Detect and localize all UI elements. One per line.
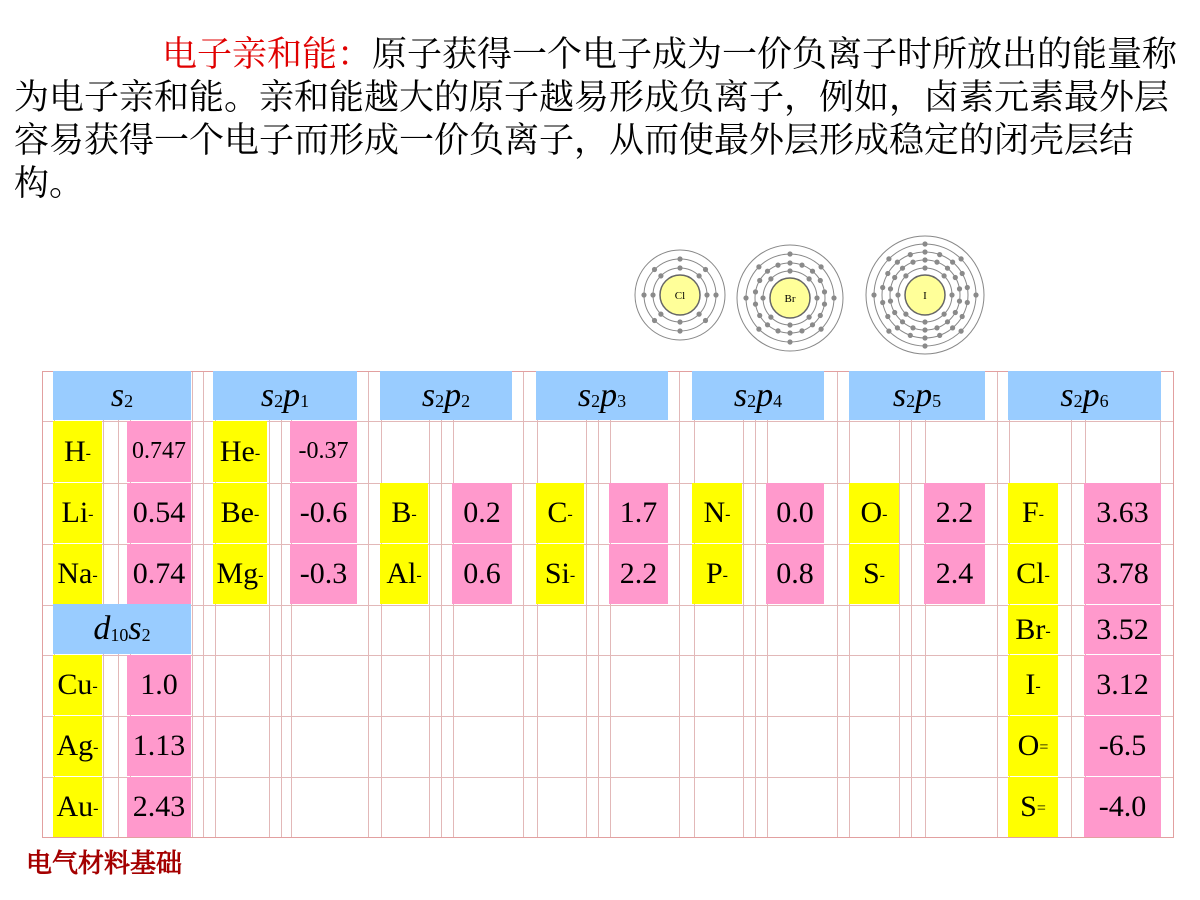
electron-dot <box>895 292 900 297</box>
atom-symbol: Br <box>784 293 796 305</box>
ion-cell: Al - <box>380 544 428 604</box>
electron-dot <box>787 322 792 327</box>
electron-dot <box>973 292 978 297</box>
electron-dot <box>756 327 761 332</box>
electron-dot <box>922 257 927 262</box>
electron-dot <box>922 265 927 270</box>
electron-dot <box>677 256 682 261</box>
footer-course-title: 电气材料基础 <box>26 849 183 879</box>
electron-dot <box>713 292 718 297</box>
value-cell: 3.63 <box>1084 483 1161 543</box>
electron-dot <box>965 300 970 305</box>
electron-dot <box>765 269 770 274</box>
electron-dot <box>677 328 682 333</box>
electron-dot <box>900 319 905 324</box>
electron-dot <box>775 263 780 268</box>
electron-dot <box>942 312 947 317</box>
electron-dot <box>822 289 827 294</box>
electron-dot <box>922 319 927 324</box>
ion-cell: Mg - <box>213 544 267 604</box>
electron-dot <box>831 295 836 300</box>
electron-dot <box>934 325 939 330</box>
electron-dot <box>922 335 927 340</box>
electron-dot <box>953 310 958 315</box>
electron-dot <box>910 260 915 265</box>
electron-dot <box>697 273 702 278</box>
electron-dot <box>810 322 815 327</box>
value-cell: 2.2 <box>924 483 985 543</box>
electron-dot <box>892 275 897 280</box>
ion-cell: N - <box>692 483 742 543</box>
electron-dot <box>922 327 927 332</box>
ion-cell: P - <box>692 544 742 604</box>
value-cell: -0.6 <box>290 483 357 543</box>
electron-dot <box>810 269 815 274</box>
electron-dot <box>819 264 824 269</box>
value-cell: 0.747 <box>127 421 191 482</box>
ion-cell: Na - <box>53 544 102 604</box>
electron-dot <box>922 343 927 348</box>
header-d10s2: d $^{10}$ s $^2$ <box>53 604 191 654</box>
electron-dot <box>965 285 970 290</box>
electron-dot <box>959 256 964 261</box>
atom-shell-diagrams <box>625 228 1005 368</box>
electron-dot <box>895 260 900 265</box>
electron-dot <box>807 315 812 320</box>
header-s2p4: s $^2$ p $^4$ <box>692 371 824 420</box>
electron-dot <box>641 292 646 297</box>
electron-dot <box>886 256 891 261</box>
value-cell: 0.2 <box>452 483 512 543</box>
electron-dot <box>775 328 780 333</box>
electron-dot <box>937 252 942 257</box>
intro-paragraph <box>14 34 1194 206</box>
electron-dot <box>818 313 823 318</box>
electron-dot <box>787 251 792 256</box>
ion-cell: B - <box>380 483 428 543</box>
value-cell: -0.37 <box>290 421 357 482</box>
electron-dot <box>799 328 804 333</box>
value-cell: 3.12 <box>1084 655 1161 715</box>
electron-dot <box>757 278 762 283</box>
electron-dot <box>888 299 893 304</box>
ion-cell: S - <box>849 544 899 604</box>
electron-dot <box>960 314 965 319</box>
term-definition: 原子获得一个电子成为一价负离子时所放出的能量称为电子亲和能。亲和能越大的原子越易形成负离子，例如，卤素元素最外层容易获得一个电子而形成一价负离子，从而使最外层形成稳定的闭壳层结构。 <box>14 35 1178 204</box>
header-s2p1: s $^2$ p $^1$ <box>213 371 357 420</box>
electron-dot <box>765 322 770 327</box>
electron-dot <box>787 339 792 344</box>
electron-dot <box>922 241 927 246</box>
value-cell: -6.5 <box>1084 716 1161 776</box>
electron-dot <box>819 327 824 332</box>
ion-cell: Cu - <box>53 655 102 715</box>
electron-dot <box>908 333 913 338</box>
electron-dot <box>768 276 773 281</box>
electron-dot <box>652 267 657 272</box>
electron-dot <box>760 295 765 300</box>
value-cell: 3.78 <box>1084 544 1161 604</box>
electron-dot <box>885 271 890 276</box>
electron-dot <box>942 273 947 278</box>
electron-dot <box>787 260 792 265</box>
electron-dot <box>658 273 663 278</box>
value-cell: -0.3 <box>290 544 357 604</box>
electron-dot <box>910 325 915 330</box>
atom-symbol: Cl <box>674 290 686 302</box>
electron-dot <box>960 271 965 276</box>
electron-dot <box>880 300 885 305</box>
electron-dot <box>908 252 913 257</box>
electron-dot <box>787 268 792 273</box>
value-cell: 1.7 <box>609 483 668 543</box>
electron-dot <box>704 292 709 297</box>
ion-cell: Br - <box>1008 605 1058 654</box>
value-cell: 3.52 <box>1084 605 1161 654</box>
electron-dot <box>677 319 682 324</box>
electron-dot <box>885 314 890 319</box>
electron-dot <box>886 329 891 334</box>
ion-cell: H - <box>53 421 102 482</box>
electron-dot <box>922 249 927 254</box>
electron-dot <box>814 295 819 300</box>
value-cell: 1.13 <box>127 716 191 776</box>
value-cell: 2.43 <box>127 777 191 837</box>
electron-dot <box>743 295 748 300</box>
electron-dot <box>895 325 900 330</box>
value-cell: 0.6 <box>452 544 512 604</box>
ion-cell: Cl - <box>1008 544 1058 604</box>
electron-dot <box>753 289 758 294</box>
ion-cell: C - <box>536 483 584 543</box>
atom-cl <box>635 250 725 340</box>
atom-br <box>737 245 843 351</box>
electron-dot <box>768 315 773 320</box>
value-cell: 0.0 <box>766 483 824 543</box>
electron-dot <box>807 276 812 281</box>
ion-cell: O = <box>1008 716 1058 776</box>
ion-cell: Li - <box>53 483 102 543</box>
atom-symbol: I <box>923 290 927 302</box>
electron-dot <box>900 266 905 271</box>
electron-dot <box>949 292 954 297</box>
value-cell: 0.54 <box>127 483 191 543</box>
ion-cell: Au - <box>53 777 102 837</box>
electron-dot <box>652 318 657 323</box>
electron-dot <box>950 325 955 330</box>
value-cell: 1.0 <box>127 655 191 715</box>
electron-dot <box>953 275 958 280</box>
ion-cell: Si - <box>536 544 584 604</box>
electron-dot <box>934 260 939 265</box>
electron-dot <box>959 329 964 334</box>
value-cell: 2.4 <box>924 544 985 604</box>
atom-i <box>866 236 984 354</box>
ion-cell: Ag - <box>53 716 102 776</box>
electron-dot <box>677 265 682 270</box>
electron-dot <box>757 313 762 318</box>
value-cell: 2.2 <box>609 544 668 604</box>
electron-dot <box>957 299 962 304</box>
electron-dot <box>822 302 827 307</box>
electron-dot <box>787 330 792 335</box>
electron-dot <box>756 264 761 269</box>
value-cell: -4.0 <box>1084 777 1161 837</box>
electron-dot <box>880 285 885 290</box>
ion-cell: I - <box>1008 655 1058 715</box>
electron-dot <box>903 273 908 278</box>
term-title: 电子亲和能： <box>162 35 373 75</box>
header-s2p2: s $^2$ p $^2$ <box>380 371 512 420</box>
electron-dot <box>871 292 876 297</box>
electron-dot <box>945 266 950 271</box>
electron-dot <box>650 292 655 297</box>
ion-cell: F - <box>1008 483 1058 543</box>
ion-cell: Be - <box>213 483 267 543</box>
electron-dot <box>703 318 708 323</box>
value-cell: 0.74 <box>127 544 191 604</box>
electron-dot <box>753 302 758 307</box>
table-grid <box>42 371 1174 838</box>
electron-dot <box>703 267 708 272</box>
electron-dot <box>697 312 702 317</box>
electron-dot <box>945 319 950 324</box>
header-s2p3: s $^2$ p $^3$ <box>536 371 668 420</box>
header-s2p6: s $^2$ p $^6$ <box>1008 371 1161 420</box>
electron-dot <box>937 333 942 338</box>
electron-dot <box>799 263 804 268</box>
electron-dot <box>957 286 962 291</box>
electron-dot <box>892 310 897 315</box>
header-s2: s $^2$ <box>53 371 191 420</box>
electron-dot <box>888 286 893 291</box>
value-cell: 0.8 <box>766 544 824 604</box>
electron-dot <box>658 312 663 317</box>
electron-dot <box>903 312 908 317</box>
electron-dot <box>950 260 955 265</box>
ion-cell: He - <box>213 421 267 482</box>
header-s2p5: s $^2$ p $^5$ <box>849 371 985 420</box>
ion-cell: O - <box>849 483 899 543</box>
ion-cell: S = <box>1008 777 1058 837</box>
electron-dot <box>818 278 823 283</box>
